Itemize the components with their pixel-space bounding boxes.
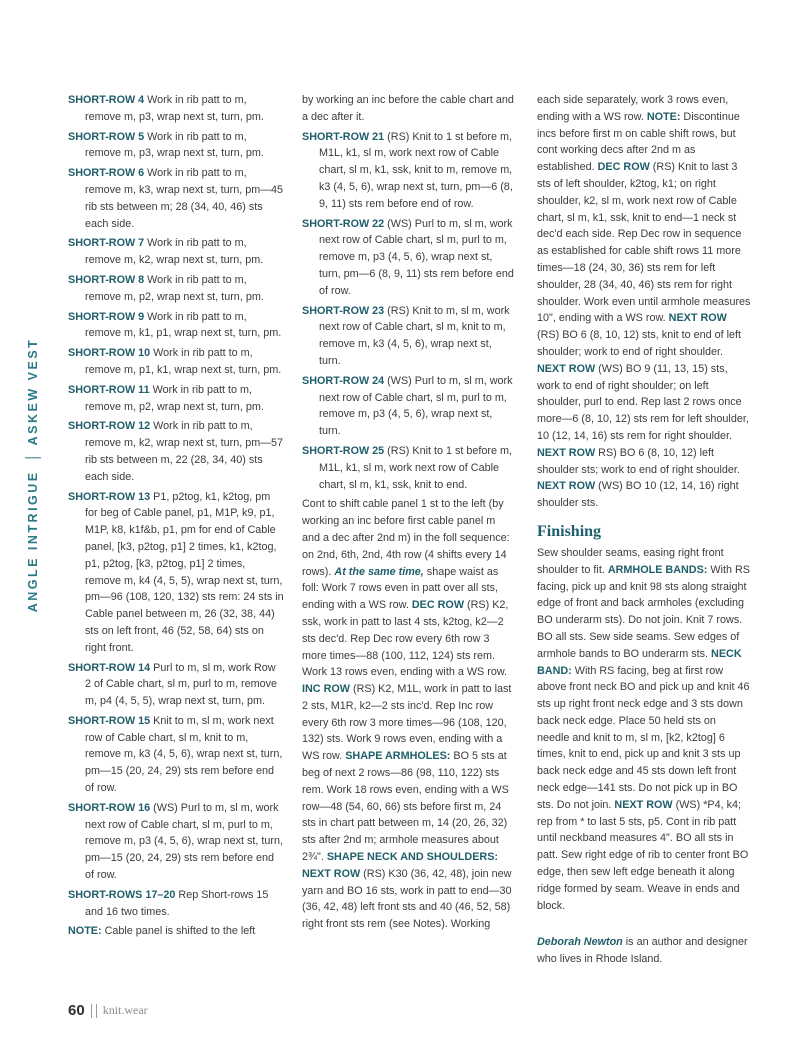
- short-row-label: SHORT-ROW 16: [68, 801, 151, 814]
- column-1: [68, 92, 284, 943]
- side-divider: [25, 457, 41, 458]
- short-row-instruction: [302, 373, 516, 440]
- short-row-text: Work in rib patt to m, remove m, p3, wrap next st, turn, pm.: [85, 130, 264, 160]
- short-row-label: SHORT-ROW 8: [68, 273, 145, 286]
- short-row-label: SHORT-ROW 24: [302, 374, 385, 387]
- short-row-instruction: [68, 382, 284, 416]
- next-row-label: NEXT ROW: [537, 446, 596, 459]
- short-row-text: (WS) Purl to m, sl m, work next row of Cable chart, sl m, purl to m, remove m, p3 (4, 5, 6), wrap next st, turn, pm—15 (20, 24, 29) sts rem before end of row.: [85, 801, 284, 882]
- finishing-heading: Finishing: [537, 522, 602, 540]
- short-row-instruction: [302, 443, 516, 493]
- note-label: NOTE:: [646, 110, 681, 123]
- short-row-instruction: [302, 303, 516, 370]
- magazine-name: knit.wear: [102, 1003, 148, 1017]
- short-row-instruction: [68, 418, 284, 485]
- pattern-label: ASKEW VEST: [26, 337, 40, 446]
- short-row-label: SHORT-ROW 9: [68, 310, 145, 323]
- body-text: (WS) *P4, k4; rep from * to last 5 sts, p5. Cont in rib patt until neckband measures 4". BO all sts in patt. Sew right edge of rib to center front BO edge, then sew left edge beneath it along ridge formed by seam. Weave in ends and block.: [537, 798, 749, 912]
- dec-row-label: DEC ROW: [597, 161, 650, 174]
- short-row-list-2: [302, 129, 516, 494]
- note-label: NOTE:: [68, 925, 102, 938]
- short-row-label: SHORT-ROW 12: [68, 420, 151, 433]
- body-text: BO 5 sts at beg of next 2 rows—86 (98, 110, 122) sts rem. Work 18 rows even, ending with a WS row—48 (54, 60, 66) sts before first m, 24 sts in chart patt between m, 14 (20, 26, 32) sts after 2nd m; armhole measures about 2¾".: [302, 750, 509, 864]
- series-label: ANGLE INTRIGUE: [26, 470, 40, 613]
- short-row-label: SHORT-ROW 7: [68, 237, 145, 250]
- body-text: (RS) Knit to last 3 sts of left shoulder, k2tog, k1; on right shoulder, k2, sl m, work next row of Cable chart, sl m, k1, ssk, knit to end—1 neck st dec'd each side. Rep Dec row in sequence as established for cable shift rows 11 more times—18 (24, 30, 36) sts rem for left shoulder, 28 (34, 40, 46) sts rem for right shoulder. Work even until armhole measures 10", ending with a WS row.: [537, 161, 751, 325]
- body-text: (RS) K30 (36, 42, 48), join new yarn and BO 16 sts, work in patt to end—30 (36, 42, 48) left front sts and 40 (46, 52, 58) right front sts rem (see Notes). Working: [302, 867, 512, 931]
- dec-row-label: DEC ROW: [411, 599, 465, 612]
- short-row-label: SHORT-ROWS 17–20: [68, 888, 176, 901]
- body-text: (WS) BO 10 (12, 14, 16) right shoulder sts.: [537, 480, 739, 510]
- short-row-label: SHORT-ROW 15: [68, 714, 151, 727]
- short-row-label: SHORT-ROW 25: [302, 444, 385, 457]
- next-row-label: NEXT ROW: [537, 362, 596, 375]
- body-text: RS) BO 6 (8, 10, 12) left shoulder sts; work to end of right shoulder.: [537, 446, 740, 476]
- body-text: Sew shoulder seams, easing right front shoulder to fit.: [537, 546, 724, 576]
- page-footer: [68, 1002, 148, 1019]
- note-text: Cable panel is shifted to the left: [101, 925, 256, 938]
- short-row-list-1: [68, 92, 284, 920]
- short-row-text: Work in rib patt to m, remove m, k3, wrap next st, turn, pm—45 rib sts between m; 28 (34, 40, 46) sts each side.: [85, 167, 284, 230]
- short-row-instruction: [68, 235, 284, 269]
- next-row-label: NEXT ROW: [668, 312, 727, 325]
- body-text: Discontinue incs before first m on cable shift rows, but cont working decs after 2nd m as established.: [537, 110, 740, 174]
- body-text: each side separately, work 3 rows even, ending with a WS row.: [537, 94, 729, 123]
- short-row-text: Rep Short-rows 15 and 16 two times.: [85, 888, 269, 918]
- short-row-instruction: [68, 660, 284, 710]
- short-row-label: SHORT-ROW 22: [302, 217, 385, 230]
- inc-row-label: INC ROW: [302, 683, 350, 696]
- body-text: (RS) K2, M1L, work in patt to last 2 sts, M1R, k2—2 sts inc'd. Rep Inc row every 6th row 3 more times—96 (108, 120, 132) sts. Work 9 rows even, ending with a WS row.: [302, 683, 512, 763]
- short-row-label: SHORT-ROW 23: [302, 304, 385, 317]
- short-row-instruction: [68, 129, 284, 163]
- short-row-label: SHORT-ROW 13: [68, 490, 151, 503]
- next-row-label: NEXT ROW: [537, 480, 596, 493]
- short-row-text: (RS) Knit to m, sl m, work next row of Cable chart, sl m, knit to m, remove m, k3 (4, 5, 6), wrap next st, turn.: [319, 304, 510, 367]
- footer-divider: [96, 1004, 97, 1018]
- body-text: (RS) K2, ssk, work in patt to last 4 sts, k2tog, k2—2 sts dec'd. Rep Dec row every 6th row 3 more times—88 (100, 112, 124) sts rem. Work 13 rows even, ending with a WS row.: [302, 599, 509, 679]
- short-row-instruction: [302, 216, 516, 300]
- short-row-instruction: [68, 713, 284, 797]
- short-row-label: SHORT-ROW 5: [68, 130, 145, 143]
- next-row-label: NEXT ROW: [614, 798, 673, 811]
- short-row-label: SHORT-ROW 10: [68, 347, 151, 360]
- same-time-label: At the same time,: [334, 565, 424, 578]
- short-row-text: Work in rib patt to m, remove m, p2, wrap next st, turn, pm.: [85, 273, 264, 303]
- short-row-text: Work in rib patt to m, remove m, k1, p1, wrap next st, turn, pm.: [85, 310, 282, 340]
- short-row-text: Work in rib patt to m, remove m, p1, k1, wrap next st, turn, pm.: [85, 347, 282, 376]
- short-row-text: Knit to m, sl m, work next row of Cable chart, sl m, knit to m, remove m, k3 (4, 5, 6), wrap next st, turn, pm—15 (20, 24, 29) sts rem before end of row.: [85, 714, 283, 795]
- short-row-instruction: [68, 272, 284, 306]
- body-text: shape waist as foll: Work 7 rows even in patt over all sts, ending with a WS row.: [302, 565, 499, 612]
- short-row-text: (RS) Knit to 1 st before m, M1L, k1, sl m, work next row of Cable chart, sl m, k1, ssk, knit to end.: [319, 444, 512, 491]
- side-label: [22, 335, 44, 615]
- short-row-text: P1, p2tog, k1, k2tog, pm for beg of Cable panel, p1, M1P, k9, p1, M1P, k8, k1f&b, p1, pm for end of Cable panel, [k3, p2tog, p1] 2 times, k1, k2tog, p1, p2tog, [k3, p2tog, p1] 2 times, remove m, k4 (4, 5, 5), wrap next st, turn, pm—96 (108, 120, 132) sts rem: 24 sts in Cable panel between m, 26 (32, 38, 44) sts on left front, 46 (52, 58, 64) sts on right front.: [85, 490, 284, 654]
- short-row-text: (WS) Purl to m, sl m, work next row of Cable chart, sl m, purl to m, remove m, p3 (4, 5, 6), wrap next st, turn, pm—6 (8, 9, 11) sts rem before end of row.: [319, 217, 514, 297]
- short-row-label: SHORT-ROW 6: [68, 167, 145, 180]
- body-text: (WS) BO 9 (11, 13, 15) sts, work to end of right shoulder; on left shoulder, purl to end. Rep last 2 rows once more—6 (8, 10, 12) sts rem for left shoulder, 10 (12, 14, 16) sts rem for right shoulder.: [537, 362, 749, 442]
- bio-text: is an author and designer who lives in Rhode Island.: [537, 936, 748, 966]
- short-row-label: SHORT-ROW 14: [68, 661, 151, 674]
- short-row-instruction: [68, 887, 284, 921]
- footer-divider: [91, 1004, 92, 1018]
- short-row-instruction: [302, 129, 516, 213]
- short-row-instruction: [68, 489, 284, 657]
- body-text: (RS) BO 6 (8, 10, 12) sts, knit to end of left shoulder; work to end of right shoulder.: [537, 329, 742, 358]
- cable-note: [68, 923, 284, 940]
- short-row-text: Work in rib patt to m, remove m, p3, wrap next st, turn, pm.: [85, 94, 264, 123]
- short-row-text: (WS) Purl to m, sl m, work next row of Cable chart, sl m, purl to m, remove m, p3 (4, 5, 6), wrap next st, turn.: [319, 374, 513, 438]
- short-row-text: Work in rib patt to m, remove m, k2, wrap next st, turn, pm.: [85, 237, 264, 267]
- short-row-label: SHORT-ROW 4: [68, 94, 145, 106]
- armhole-bands-label: ARMHOLE BANDS:: [607, 563, 708, 576]
- short-row-label: SHORT-ROW 11: [68, 383, 150, 396]
- designer-bio: [537, 934, 751, 968]
- short-row-text: Purl to m, sl m, work Row 2 of Cable chart, sl m, purl to m, remove m, p4 (4, 5, 5), wrap next st, turn, pm.: [85, 661, 278, 708]
- short-row-instruction: [68, 309, 284, 343]
- body-text: With RS facing, pick up and knit 98 sts along straight edge of front and back armholes (excluding BO underarm sts). Do not join. Knit 7 rows. BO all sts. Sew side seams. Sew edges of armhole bands to BO underarm sts.: [537, 563, 750, 660]
- shape-neck-label: SHAPE NECK AND SHOULDERS: NEXT ROW: [302, 851, 499, 880]
- short-row-instruction: [68, 800, 284, 884]
- finishing-instructions: [537, 545, 751, 915]
- short-row-text: Work in rib patt to m, remove m, p2, wrap next st, turn, pm.: [85, 383, 264, 413]
- short-row-label: SHORT-ROW 21: [302, 130, 385, 143]
- body-text: With RS facing, beg at first row above front neck BO and pick up and knit 46 sts up right front neck edge and 3 sts down back neck edge. Place 50 held sts on needle and knit to m, sl m, [k2, k2tog] 6 times, knit to end, pick up and knit 3 sts up back neck edge and 45 sts down left front neck edge—141 sts. Do not pick up in BO sts. Do not join.: [537, 664, 750, 811]
- short-row-instruction: [68, 345, 284, 379]
- column-2: [302, 92, 516, 933]
- shoulder-instructions: [537, 92, 751, 512]
- short-row-instruction: [68, 92, 284, 126]
- short-row-text: (RS) Knit to 1 st before m, M1L, k1, sl m, work next row of Cable chart, sl m, k1, ssk, knit to m, remove m, k3 (4, 5, 6), wrap next st, turn, pm—6 (8, 9, 11) sts rem before end of row.: [319, 130, 513, 210]
- short-row-text: Work in rib patt to m, remove m, k2, wrap next st, turn, pm—57 rib sts between m, 22 (28, 34, 40) sts each side.: [85, 420, 284, 483]
- page-number: 60: [68, 1002, 85, 1019]
- neck-band-label: NECK BAND:: [537, 647, 742, 677]
- body-instructions: [302, 496, 516, 933]
- body-text: Cont to shift cable panel 1 st to the left (by working an inc before first cable panel m and a dec after 2nd m) in the foll sequence: on 2nd, 6th, 2nd, 4th row (4 shifts every 14 rows).: [302, 498, 510, 578]
- col2-intro: by working an inc before the cable chart and a dec after it.: [302, 94, 514, 123]
- shape-armholes-label: SHAPE ARMHOLES:: [345, 750, 451, 763]
- designer-name: Deborah Newton: [537, 936, 623, 949]
- column-3: [537, 92, 751, 968]
- short-row-instruction: [68, 165, 284, 232]
